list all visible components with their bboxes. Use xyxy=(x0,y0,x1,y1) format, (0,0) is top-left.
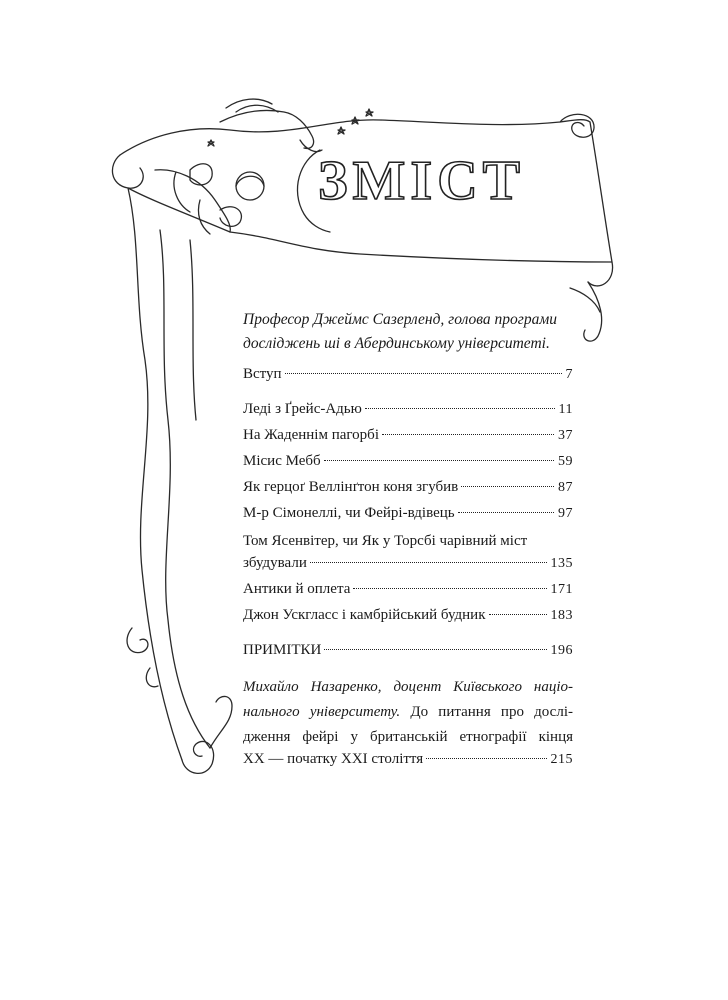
toc-entry xyxy=(243,505,573,527)
leader-dots xyxy=(458,512,554,513)
intro-line: Професор Джеймс Сазерленд, голова програми xyxy=(243,311,557,328)
toc-entry-page: 183 xyxy=(550,608,573,623)
toc-entry-page: 11 xyxy=(558,402,573,417)
toc-entry-title: На Жаденнім пагорбі xyxy=(243,427,379,443)
intro-author-text xyxy=(243,308,573,356)
intro-line: досліджень ші в Абердинському університеті. xyxy=(243,335,550,352)
leader-dots xyxy=(461,486,554,487)
toc-entry xyxy=(243,607,573,629)
leader-dots xyxy=(324,460,554,461)
toc-entry-title-line1: Том Ясенвітер, чи Як у Торсбі чарівний міст xyxy=(243,533,528,549)
afterword-line: дження фейрі у британській етнографії кінця xyxy=(243,729,573,745)
toc-entry-page: 171 xyxy=(550,582,573,597)
afterword-line xyxy=(243,701,573,723)
leader-dots xyxy=(365,408,555,409)
toc-entry-page: 7 xyxy=(565,367,573,382)
afterword-title-start: До питання про дослі- xyxy=(400,704,573,720)
toc-entry-title-line2: збудували xyxy=(243,555,307,571)
toc-entry-page: 196 xyxy=(550,643,573,658)
page-title: ЗМІСТ xyxy=(318,150,525,212)
toc-entry-page: 37 xyxy=(558,428,573,443)
toc-entry-afterword xyxy=(243,751,573,773)
toc-entry-page: 135 xyxy=(550,556,573,571)
toc-entry xyxy=(243,366,573,388)
toc-entry-page: 87 xyxy=(558,480,573,495)
toc-entry-notes xyxy=(243,642,573,664)
toc-entry-page: 215 xyxy=(550,752,573,767)
toc-entry-title: Антики й оплета xyxy=(243,581,351,597)
leader-dots xyxy=(353,588,546,589)
toc-entry-title: ПРИМІТКИ xyxy=(243,642,322,658)
toc-entry-title: Джон Ускгласс і камбрійський будник xyxy=(243,607,486,623)
toc-entry-page: 97 xyxy=(558,506,573,521)
toc-entry-title: Леді з Ґрейс-Адью xyxy=(243,401,362,417)
toc-entry-title: Місис Мебб xyxy=(243,453,321,469)
toc-entry xyxy=(243,581,573,603)
toc-entry xyxy=(243,427,573,449)
toc-entry xyxy=(243,479,573,501)
toc-entry-title: ХХ — початку ХХІ століття xyxy=(243,751,424,767)
toc-entry-title: Як герцоґ Веллінґтон коня згубив xyxy=(243,479,459,495)
toc-entry xyxy=(243,401,573,423)
leader-dots xyxy=(489,614,547,615)
toc-entry-title: М-р Сімонеллі, чи Фейрі-вдівець xyxy=(243,505,455,521)
toc-entry-title: Вступ xyxy=(243,366,282,382)
leader-dots xyxy=(310,562,547,563)
afterword-line: Михайло Назаренко, доцент Київського націо- xyxy=(243,679,573,695)
leader-dots xyxy=(382,434,554,435)
afterword-affiliation: нального університету. xyxy=(243,704,401,720)
leader-dots xyxy=(324,649,546,650)
leader-dots xyxy=(285,373,562,374)
toc-entry xyxy=(243,453,573,475)
leader-dots xyxy=(426,758,546,759)
toc-entry xyxy=(243,555,573,577)
toc-entry-page: 59 xyxy=(558,454,573,469)
